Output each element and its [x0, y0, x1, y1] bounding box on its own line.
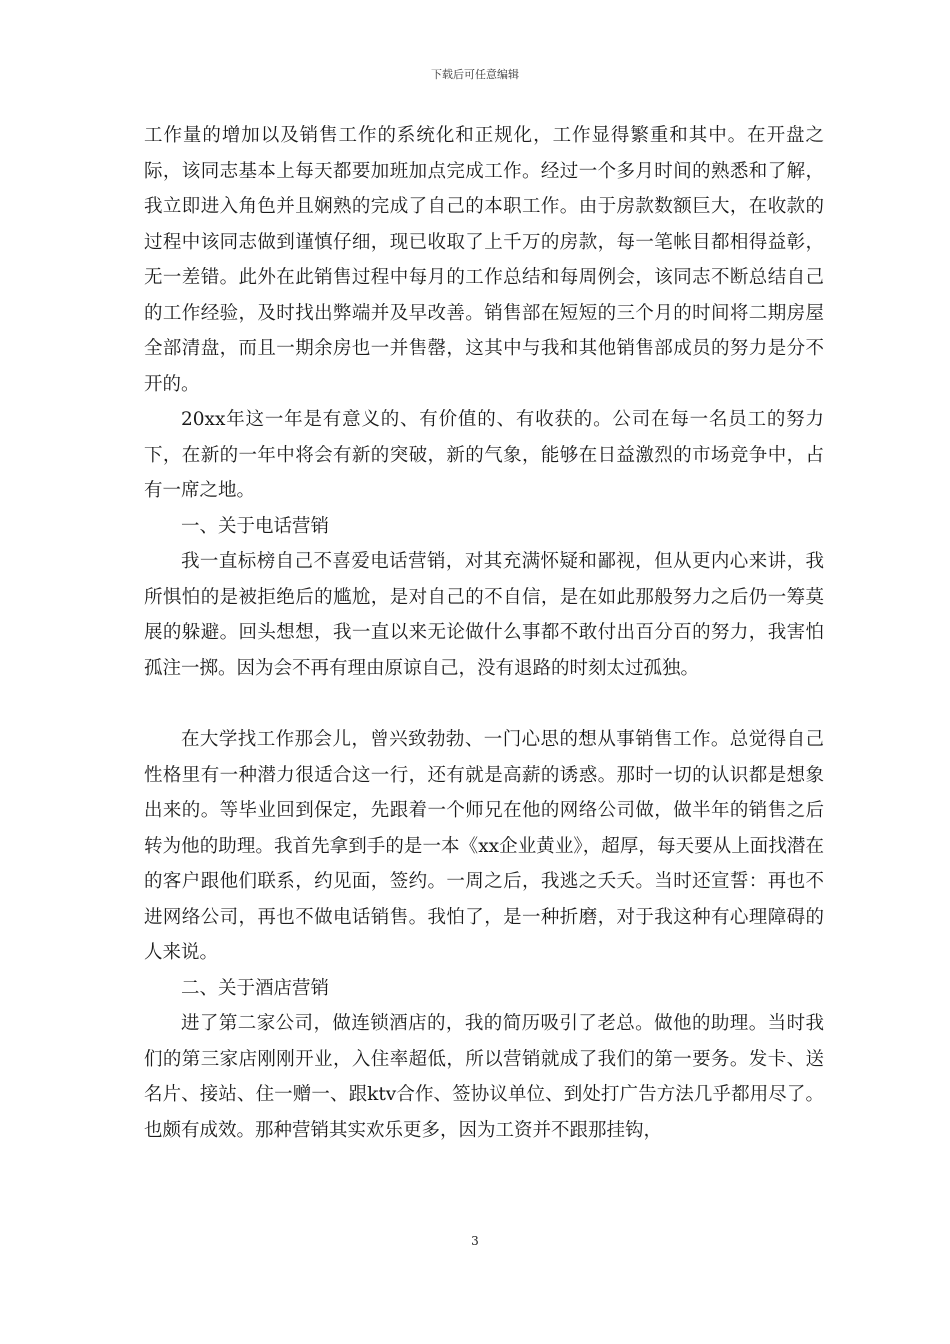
paragraph-continuation: 工作量的增加以及销售工作的系统化和正规化，工作显得繁重和其中。在开盘之际，该同志基本上每天都要加班加点完成工作。经过一个多月时间的熟悉和了解，我立即进入角色并且娴熟的完成了自己的本职工作。由于房款数额巨大，在收款的过程中该同志做到谨慎仔细，现已收取了上千万的房款，每一笔帐目都相得益彰，无一差错。此外在此销售过程中每月的工作总结和每周例会，该同志不断总结自己的工作经验，及时找出弊端并及早改善。销售部在短短的三个月的时间将二期房屋全部清盘，而且一期余房也一并售罄，这其中与我和其他销售部成员的努力是分不开的。: [144, 125, 824, 395]
section-heading-hotel-marketing: 二、关于酒店营销: [181, 977, 330, 999]
paragraph-year-summary: 20xx年这一年是有意义的、有价值的、有收获的。公司在每一名员工的努力下，在新的一年中将会有新的突破，新的气象，能够在日益激烈的市场竞争中，占有一席之地。: [144, 409, 824, 501]
section-heading-phone-marketing: 一、关于电话营销: [181, 515, 330, 537]
paragraph-gap: [144, 686, 824, 722]
paragraph-phone-marketing: 我一直标榜自己不喜爱电话营销，对其充满怀疑和鄙视，但从更内心来讲，我所惧怕的是被拒绝后的尴尬，是对自己的不自信，是在如此那般努力之后仍一筹莫展的躲避。回头想想，我一直以来无论做什么事都不敢付出百分百的努力，我害怕孤注一掷。因为会不再有理由原谅自己，没有退路的时刻太过孤独。: [144, 551, 824, 679]
paragraph-hotel-marketing: 进了第二家公司，做连锁酒店的，我的简历吸引了老总。做他的助理。当时我们的第三家店刚刚开业，入住率超低，所以营销就成了我们的第一要务。发卡、送名片、接站、住一赠一、跟ktv合作、签协议单位、到处打广告方法几乎都用尽了。也颇有成效。那种营销其实欢乐更多，因为工资并不跟那挂钩，: [144, 1013, 824, 1141]
document-body: [144, 118, 824, 1148]
paragraph-job-hunting: 在大学找工作那会儿，曾兴致勃勃、一门心思的想从事销售工作。总觉得自己性格里有一种潜力很适合这一行，还有就是高薪的诱惑。那时一切的认识都是想象出来的。等毕业回到保定，先跟着一个师兄在他的网络公司做，做半年的销售之后转为他的助理。我首先拿到手的是一本《xx企业黄业》，超厚，每天要从上面找潜在的客户跟他们联系，约见面，签约。一周之后，我逃之夭夭。当时还宣誓：再也不进网络公司，再也不做电话销售。我怕了，是一种折磨，对于我这种有心理障碍的人来说。: [144, 729, 824, 963]
page-header: 下载后可任意编辑: [431, 68, 519, 81]
page-number: 3: [471, 1234, 479, 1248]
